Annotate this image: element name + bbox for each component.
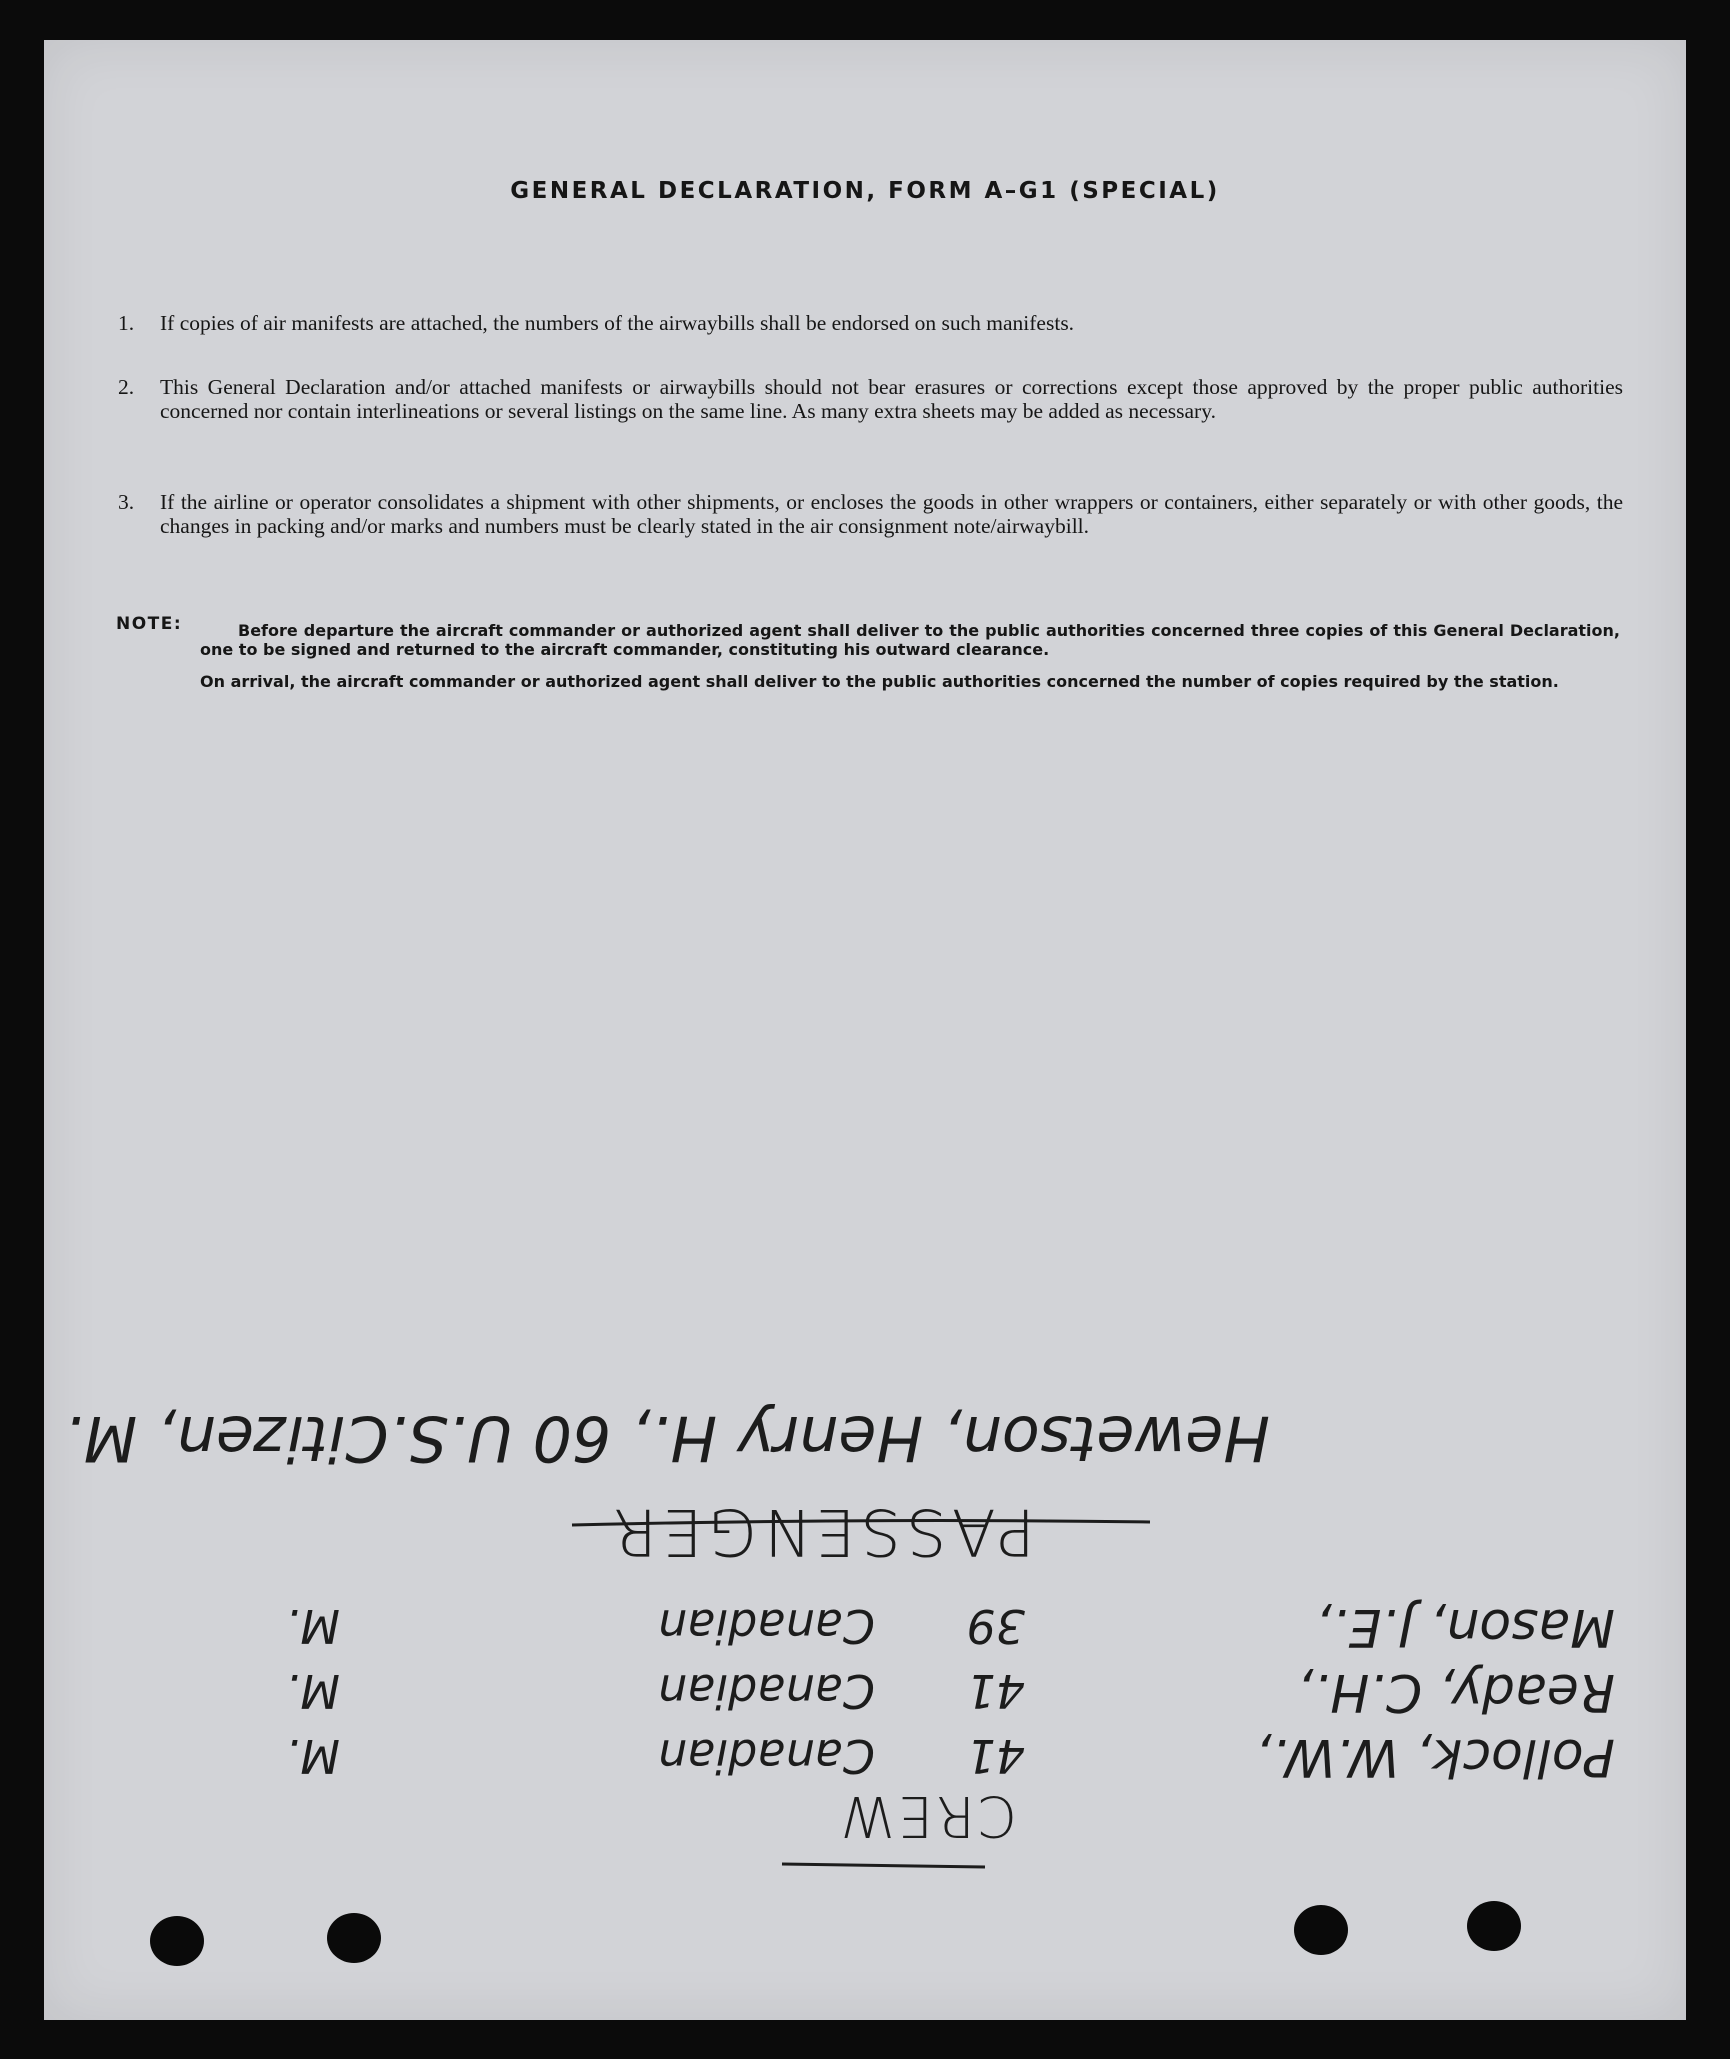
punch-hole [327,1913,381,1963]
crew-nationality: Canadian [658,1599,875,1653]
note-paragraph-2: On arrival, the aircraft commander or authorized agent shall deliver to the public authorities concerned the number of copies required by the station. [200,672,1559,691]
crew-row [286,1662,1615,1722]
crew-age: 41 [966,1729,1025,1783]
form-title: GENERAL DECLARATION, FORM A–G1 (SPECIAL) [510,178,1220,204]
crew-sex: M. [285,1664,340,1718]
punch-hole [1467,1901,1521,1951]
item-text: If copies of air manifests are attached, the numbers of the airwaybills shall be endorsed on such manifests. [160,311,1075,335]
punch-hole [1294,1905,1348,1955]
passenger-heading: PASSENGER [607,1494,1035,1568]
crew-sex: M. [285,1599,340,1653]
item-text: This General Declaration and/or attached manifests or airwaybills should not bear erasures or corrections except those approved by the proper public authorities concerned nor contain interlineations or several listings on the same line. As many extra sheets may be added as necessary. [160,375,1623,423]
punch-hole [150,1916,204,1966]
crew-age: 41 [966,1664,1025,1718]
crew-age: 39 [966,1599,1025,1653]
item-text: If the airline or operator consolidates a shipment with other shipments, or encloses the goods in other wrappers or containers, either separately or with other goods, the changes in packing and/or marks and numbers must be clearly stated in the air consignment note/airwaybill. [160,490,1623,538]
note-paragraph-1: Before departure the aircraft commander or authorized agent shall deliver to the public authorities concerned three copies of this General Declaration, one to be signed and returned to the aircraft commander, constituting his outward clearance. [200,621,1620,659]
item-number: 2. [118,375,135,399]
crew-row [286,1727,1615,1787]
crew-heading: CREW [836,1783,1017,1848]
crew-nationality: Canadian [658,1729,875,1783]
crew-name: Mason, J.E., [1315,1597,1615,1657]
crew-row [286,1597,1615,1657]
crew-name: Ready, C.H., [1297,1662,1615,1722]
crew-name: Pollock, W.W., [1255,1727,1615,1787]
crew-underline [782,1864,985,1867]
note-label: NOTE: [116,614,183,634]
passenger-entry: Hewetson, Henry H., 60 U.S.Citizen, M. [64,1402,1270,1475]
item-number: 3. [118,490,135,514]
item-number: 1. [118,311,135,335]
crew-sex: M. [285,1729,340,1783]
crew-nationality: Canadian [658,1664,875,1718]
